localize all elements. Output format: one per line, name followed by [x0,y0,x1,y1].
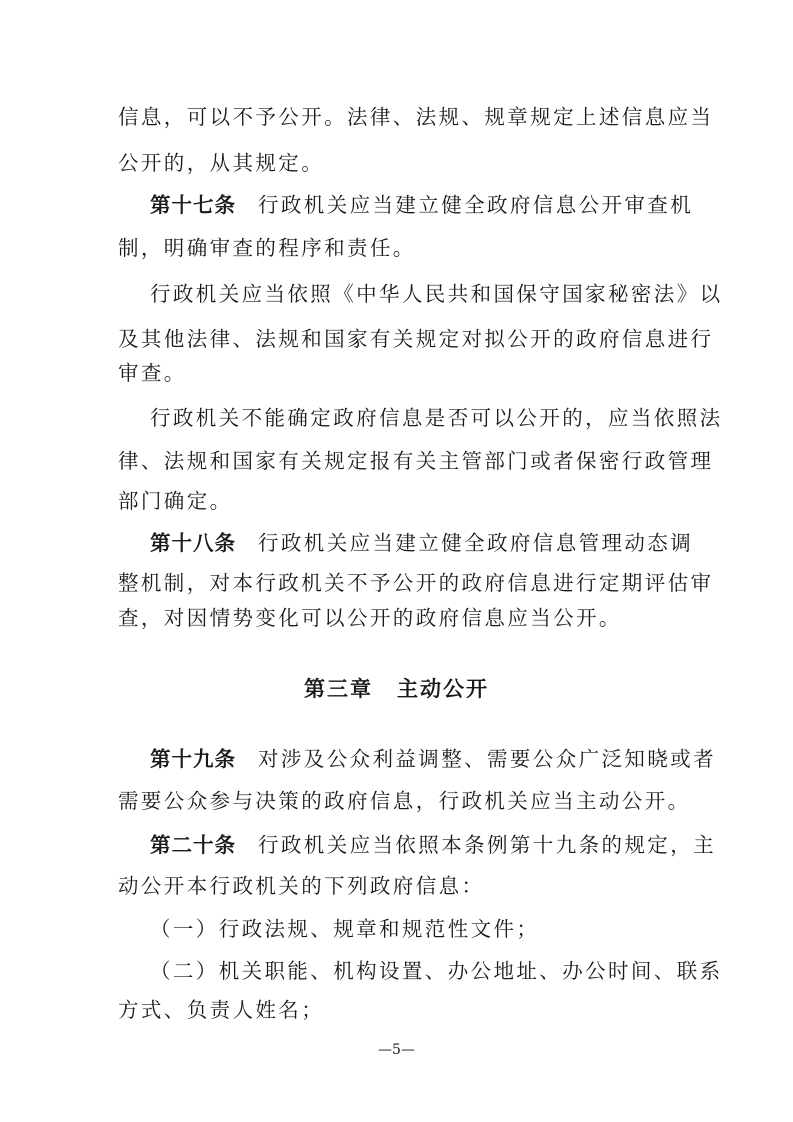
text-line: 信息，可以不予公开。法律、法规、规章规定上述信息应当 [118,105,714,129]
article-18-line [150,530,694,556]
text-line: 律、法规和国家有关规定报有关主管部门或者保密行政管理 [118,449,714,473]
article-19-text: 对涉及公众利益调整、需要公众广泛知晓或者 [258,747,716,771]
article-19-number: 第十九条 [150,747,236,771]
list-item: （一）行政法规、规章和规范性文件； [150,917,540,941]
text-line: 公开的，从其规定。 [118,151,325,175]
list-item: （二）机关职能、机构设置、办公地址、办公时间、联系 [150,959,723,983]
text-line: 审查。 [118,361,187,385]
article-20-number: 第二十条 [150,833,236,857]
chapter-heading [0,675,793,703]
article-17-number: 第十七条 [150,193,236,217]
text-line: 行政机关不能确定政府信息是否可以公开的，应当依照法 [150,406,723,430]
text-line: 查，对因情势变化可以公开的政府信息应当公开。 [118,606,622,630]
article-18-number: 第十八条 [150,531,236,555]
text-line: 制，明确审查的程序和责任。 [118,236,416,260]
article-19-line [150,746,716,772]
page-number: —5— [378,1042,415,1058]
text-line: 及其他法律、法规和国家有关规定对拟公开的政府信息进行 [118,327,714,351]
text-line: 行政机关应当依照《中华人民共和国保守国家秘密法》以 [150,282,723,306]
article-17-line [150,192,694,218]
text-line: 整机制，对本行政机关不予公开的政府信息进行定期评估审 [118,571,714,595]
chapter-number: 第三章 [304,677,373,701]
article-18-text: 行政机关应当建立健全政府信息管理动态调 [258,531,694,555]
text-line: 方式、负责人姓名； [118,998,325,1022]
article-20-text: 行政机关应当依照本条例第十九条的规定，主 [258,833,716,857]
article-20-line [150,832,716,858]
text-line: 动公开本行政机关的下列政府信息： [118,874,485,898]
text-line: 需要公众参与决策的政府信息，行政机关应当主动公开。 [118,789,691,813]
text-line: 部门确定。 [118,489,233,513]
chapter-title: 主动公开 [397,677,489,701]
article-17-text: 行政机关应当建立健全政府信息公开审查机 [258,193,694,217]
